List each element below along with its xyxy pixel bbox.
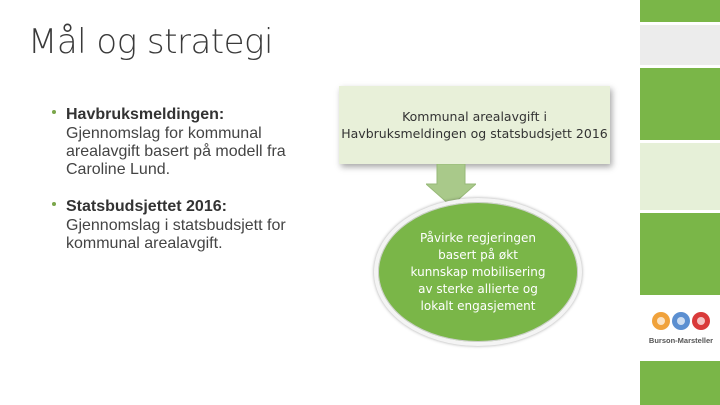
bullet-text: Gjennomslag i statsbudsjett for kommunal arealavgift.	[66, 217, 286, 252]
slide-title: Mål og strategi	[28, 22, 273, 62]
goal-box	[339, 86, 610, 164]
bullet-heading: Statsbudsjettet 2016:	[66, 198, 227, 215]
bullet-havbruksmeldingen	[52, 105, 322, 179]
bullet-dot-icon	[52, 110, 56, 114]
bullet-heading: Havbruksmeldingen:	[66, 106, 225, 123]
bullet-dot-icon	[52, 202, 56, 206]
bullet-list	[52, 105, 322, 271]
burson-marsteller-logo	[646, 308, 716, 352]
bullet-text: Gjennomslag for kommunal arealavgift basert på modell fra Caroline Lund.	[66, 125, 286, 178]
logo-globes-icon	[646, 308, 716, 336]
logo-text: Burson-Marsteller	[648, 336, 714, 345]
goal-box-text: Kommunal arealavgift i Havbruksmeldingen og statsbudsjett 2016	[341, 109, 608, 141]
strategy-circle-text: Påvirke regjeringen basert på økt kunnskap mobilisering av sterke allierte og lokalt engasjement	[410, 230, 546, 313]
strategy-circle	[374, 198, 582, 346]
bullet-statsbudsjettet	[52, 197, 322, 253]
